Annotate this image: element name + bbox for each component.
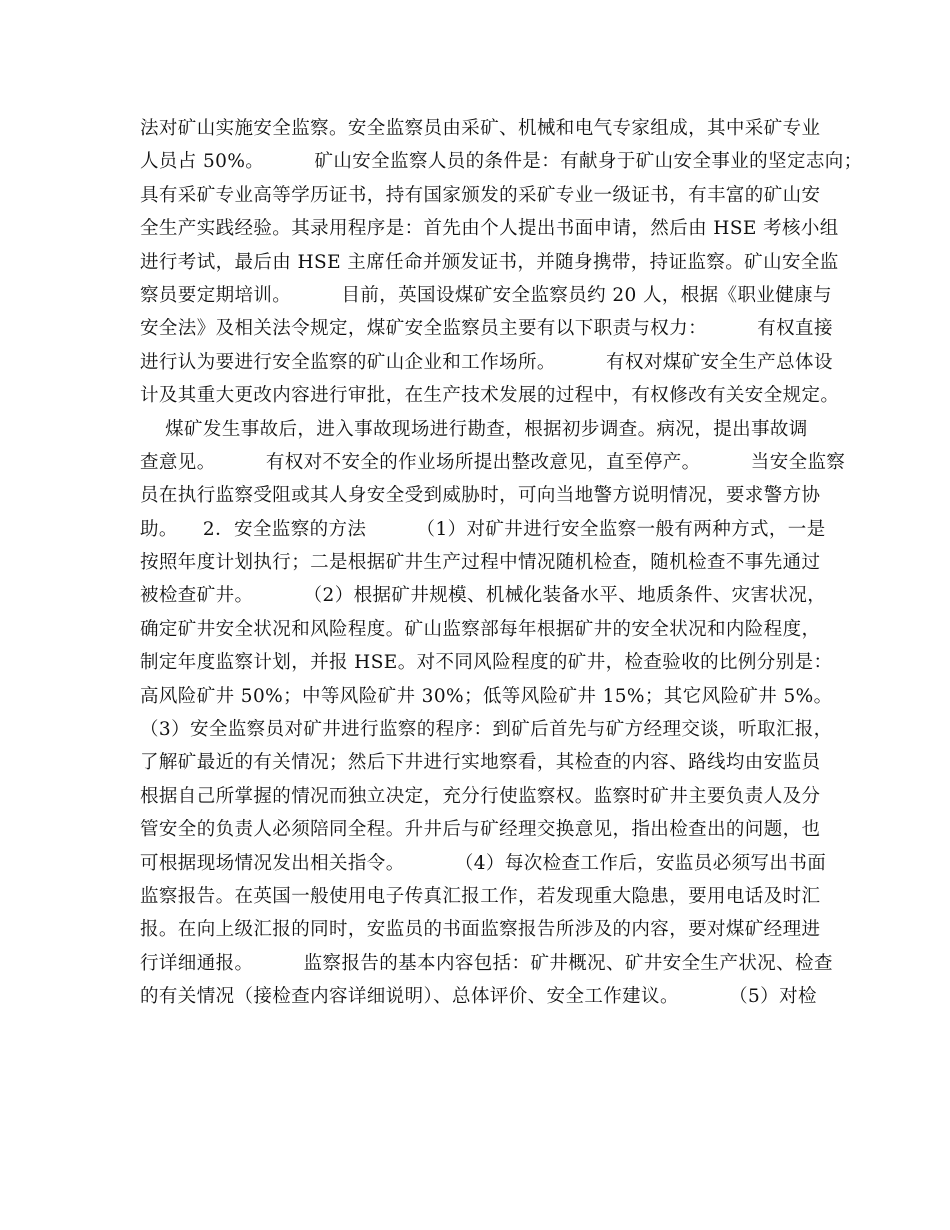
text-line: 被检查矿井。 （2）根据矿井规模、机械化装备水平、地质条件、灾害状况， [140,585,827,607]
text-line: 行详细通报。 监察报告的基本内容包括：矿井概况、矿井安全生产状况、检查 [140,952,833,974]
text-line: 助。 2．安全监察的方法 （1）对矿井进行安全监察一般有两种方式，一是 [140,518,826,540]
text-line: 确定矿井安全状况和风险程度。矿山监察部每年根据矿井的安全状况和内险程度， [140,618,821,640]
text-line: 全生产实践经验。其录用程序是：首先由个人提出书面申请，然后由 HSE 考核小组 [140,218,839,240]
text-line: 管安全的负责人必须陪同全程。升井后与矿经理交换意见，指出检查出的问题，也 [140,819,821,841]
text-line: 员在执行监察受阻或其人身安全受到威胁时，可向当地警方说明情况，要求警方协 [140,485,821,507]
body-text [140,112,863,1014]
text-line: 报。在向上级汇报的同时，安监员的书面监察报告所涉及的内容，要对煤矿经理进 [140,919,821,941]
text-line: 高风险矿井 50%；中等风险矿井 30%；低等风险矿井 15%；其它风险矿井 5%。 [140,685,833,707]
text-line: 按照年度计划执行；二是根据矿井生产过程中情况随机检查，随机检查不事先通过 [140,552,821,574]
text-line: 计及其重大更改内容进行审批，在生产技术发展的过程中，有权修改有关安全规定。 [140,385,840,407]
text-line: 制定年度监察计划，并报 HSE。对不同风险程度的矿井，检查验收的比例分别是： [140,652,833,674]
text-line: 人员占 50%。 矿山安全监察人员的条件是：有献身于矿山安全事业的坚定志向； [140,151,863,173]
text-line: 法对矿山实施安全监察。安全监察员由采矿、机械和电气专家组成，其中采矿专业 [140,118,821,139]
text-line: 的有关情况（接检查内容详细说明）、总体评价、安全工作建议。 （5）对检 [140,986,817,1008]
text-line: 可根据现场情况发出相关指令。 （4）每次检查工作后，安监员必须写出书面 [140,852,827,874]
text-line: 察员要定期培训。 目前，英国设煤矿安全监察员约 20 人，根据《职业健康与 [140,284,832,306]
text-line: 根据自己所掌握的情况而独立决定，充分行使监察权。监察时矿井主要负责人及分 [140,785,821,807]
text-line: 进行考试，最后由 HSE 主席任命并颁发证书，并随身携带，持证监察。矿山安全监 [140,251,839,273]
text-line: 具有采矿专业高等学历证书，持有国家颁发的采矿专业一级证书，有丰富的矿山安 [140,184,821,206]
text-line: （3）安全监察员对矿井进行监察的程序：到矿后首先与矿方经理交谈，听取汇报， [140,719,833,741]
text-line: 进行认为要进行安全监察的矿山企业和工作场所。 有权对煤矿安全生产总体设 [140,351,833,373]
text-line: 安全法》及相关法令规定，煤矿安全监察员主要有以下职责与权力： 有权直接 [140,318,833,340]
text-line: 查意见。 有权对不安全的作业场所提出整改意见，直至停产。 当安全监察 [140,451,846,473]
text-line: 煤矿发生事故后，进入事故现场进行勘查，根据初步调查。病况，提出事故调 [140,418,808,440]
text-line: 了解矿最近的有关情况；然后下井进行实地察看，其检查的内容、路线均由安监员 [140,752,821,774]
text-line: 监察报告。在英国一般使用电子传真汇报工作，若发现重大隐患，要用电话及时汇 [140,885,821,907]
